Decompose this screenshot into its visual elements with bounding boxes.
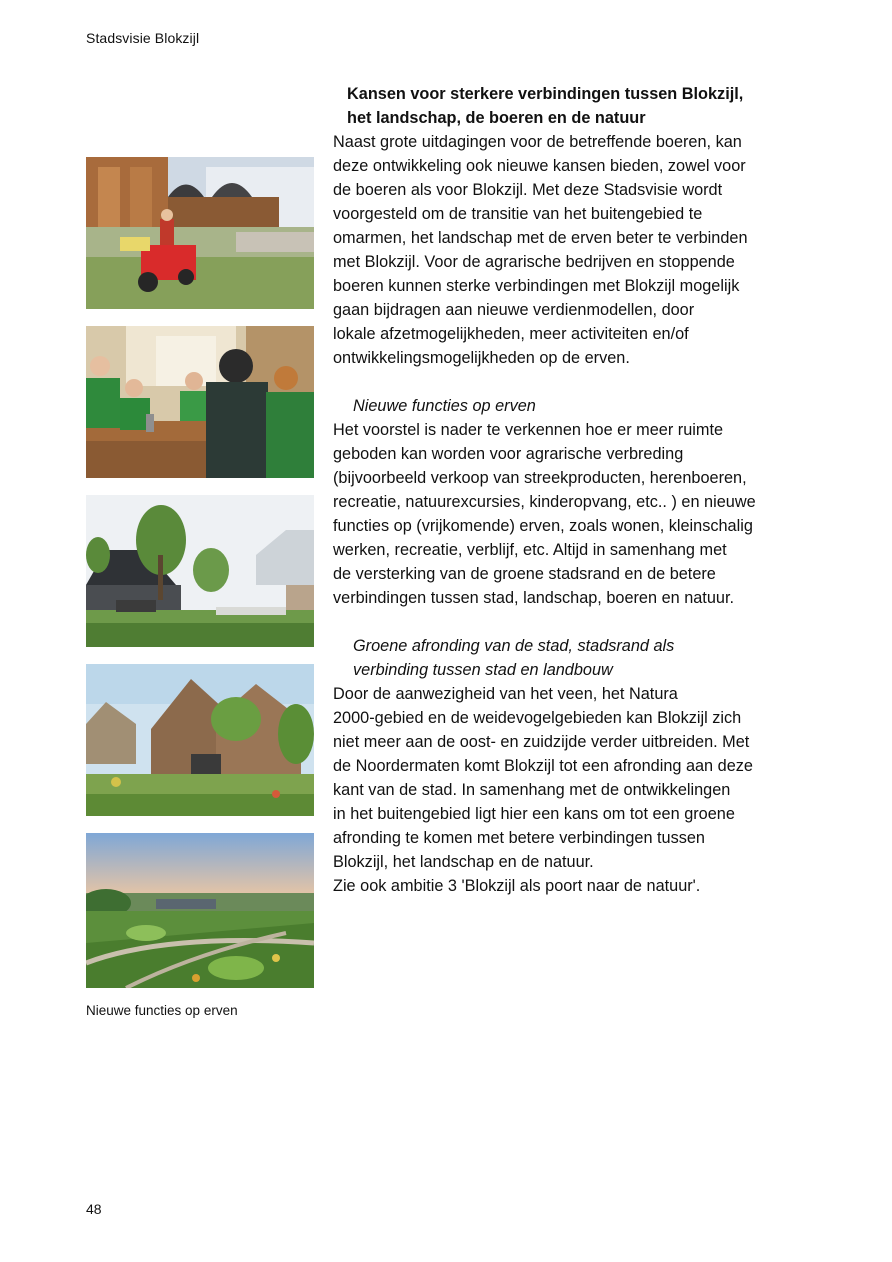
text-line: lokale afzetmogelijkheden, meer activiteiten en/of [333,325,689,343]
section-2-title [333,634,823,682]
text-line: voorgesteld om de transitie van het buitengebied te [333,205,703,223]
article-heading [333,82,823,130]
text-line: in het buitengebied ligt hier een kans om tot een groene [333,805,735,823]
article-text [333,82,823,898]
heading-line: het landschap, de boeren en de natuur [347,109,646,127]
section-1-paragraph [333,418,823,610]
section-2-title-line: Groene afronding van de stad, stadsrand als [353,637,675,655]
text-line: werken, recreatie, verblijf, etc. Altijd in samenhang met [333,541,727,559]
text-line: met Blokzijl. Voor de agrarische bedrijven en stoppende [333,253,735,271]
text-line: ontwikkelingsmogelijkheden op de erven. [333,349,630,367]
text-line: deze ontwikkeling ook nieuwe kansen bieden, zowel voor [333,157,746,175]
farm-cafe-photo [86,326,314,478]
section-2-title-line: verbinding tussen stad en landbouw [353,661,613,679]
image-caption: Nieuwe functies op erven [86,1003,238,1018]
text-line: kant van de stad. In samenhang met de ontwikkelingen [333,781,731,799]
text-line: de versterking van de groene stadsrand en de betere [333,565,716,583]
rural-buildings-render [86,495,314,647]
text-line: Blokzijl, het landschap en de natuur. [333,853,594,871]
wooden-barn-house-photo [86,664,314,816]
document-header: Stadsvisie Blokzijl [86,30,200,46]
text-line: Het voorstel is nader te verkennen hoe er meer ruimte [333,421,724,439]
farm-tractor-photo [86,157,314,309]
text-line: gaan bijdragen aan nieuwe verdienmodellen, door [333,301,695,319]
text-line: afronding te komen met betere verbindingen tussen [333,829,705,847]
text-line: omarmen, het landschap met de erven beter te verbinden [333,229,748,247]
text-line: recreatie, natuurexcursies, kinderopvang, etc.. ) en nieuwe [333,493,756,511]
heading-line: Kansen voor sterkere verbindingen tussen Blokzijl, [347,85,744,103]
text-line: niet meer aan de oost- en zuidzijde verder uitbreiden. Met [333,733,750,751]
text-line: Door de aanwezigheid van het veen, het Natura [333,685,678,703]
text-line: Zie ook ambitie 3 'Blokzijl als poort naar de natuur'. [333,877,701,895]
text-line: de boeren als voor Blokzijl. Met deze Stadsvisie wordt [333,181,723,199]
page-number: 48 [86,1201,102,1217]
text-line: boeren kunnen sterke verbindingen met Blokzijl mogelijk [333,277,740,295]
text-line: de Noordermaten komt Blokzijl tot een afronding aan deze [333,757,753,775]
section-1-title: Nieuwe functies op erven [353,397,536,415]
landscape-aerial-render [86,833,314,988]
text-line: geboden kan worden voor agrarische verbreding [333,445,684,463]
text-line: verbindingen tussen stad, landschap, boeren en natuur. [333,589,734,607]
text-line: functies op (vrijkomende) erven, zoals wonen, kleinschalig [333,517,753,535]
section-2-paragraph [333,682,823,898]
intro-paragraph [333,130,823,370]
text-line: 2000-gebied en de weidevogelgebieden kan Blokzijl zich [333,709,742,727]
text-line: (bijvoorbeeld verkoop van streekproducten, herenboeren, [333,469,747,487]
text-line: Naast grote uitdagingen voor de betreffende boeren, kan [333,133,742,151]
